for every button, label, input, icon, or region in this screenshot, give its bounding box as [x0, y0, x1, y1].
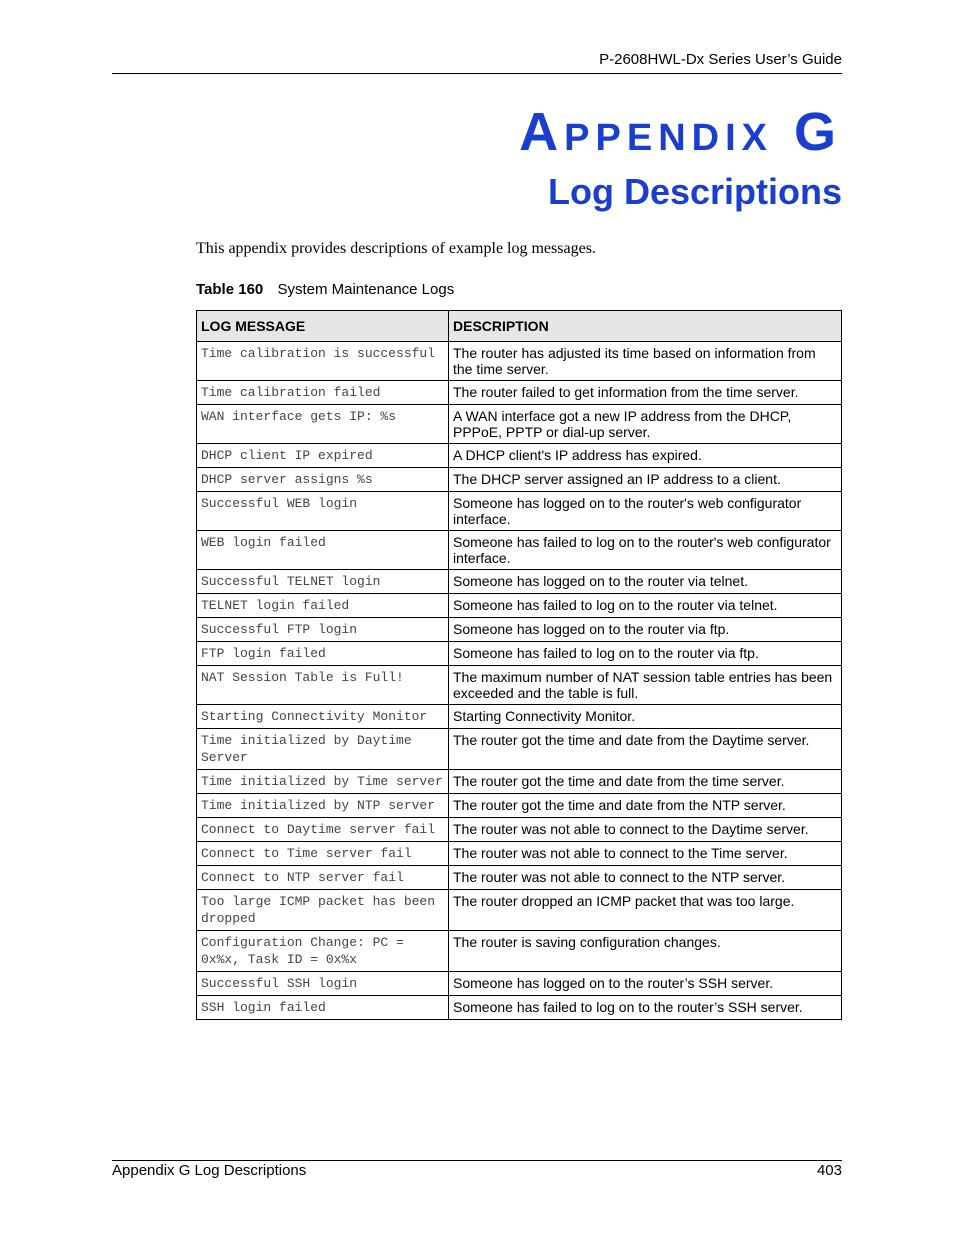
table-row: [197, 794, 842, 818]
table-row: [197, 405, 842, 444]
description-cell: Someone has failed to log on to the router's web configurator interface.: [449, 531, 842, 570]
description-cell: Someone has logged on to the router’s SSH server.: [449, 972, 842, 996]
table-row: [197, 890, 842, 931]
footer-title: Appendix G Log Descriptions: [112, 1162, 307, 1179]
log-table: [196, 310, 842, 1020]
log-message-cell: DHCP server assigns %s: [197, 468, 449, 492]
description-cell: The router was not able to connect to the Time server.: [449, 842, 842, 866]
description-cell: The router is saving configuration changes.: [449, 931, 842, 972]
description-cell: The router was not able to connect to the Daytime server.: [449, 818, 842, 842]
table-caption-title: System Maintenance Logs: [277, 281, 455, 298]
page-title: Log Descriptions: [547, 171, 842, 212]
log-message-cell: DHCP client IP expired: [197, 444, 449, 468]
description-cell: Someone has logged on to the router via ftp.: [449, 618, 842, 642]
intro-paragraph: This appendix provides descriptions of example log messages.: [196, 240, 596, 257]
log-message-cell: Time initialized by Daytime Server: [197, 729, 449, 770]
log-message-cell: Time calibration failed: [197, 381, 449, 405]
description-cell: The router dropped an ICMP packet that was too large.: [449, 890, 842, 931]
table-caption: [196, 281, 454, 298]
table-row: [197, 531, 842, 570]
log-message-cell: WAN interface gets IP: %s: [197, 405, 449, 444]
footer-rule: [112, 1160, 842, 1161]
log-message-cell: Time initialized by NTP server: [197, 794, 449, 818]
log-message-cell: Successful WEB login: [197, 492, 449, 531]
description-cell: The router failed to get information from the time server.: [449, 381, 842, 405]
log-message-cell: Connect to Time server fail: [197, 842, 449, 866]
table-row: [197, 842, 842, 866]
table-row: [197, 770, 842, 794]
table-caption-number: Table 160: [196, 281, 264, 298]
page-number: 403: [816, 1162, 842, 1179]
table-row: [197, 866, 842, 890]
description-cell: The maximum number of NAT session table entries has been exceeded and the table is full.: [449, 666, 842, 705]
log-message-cell: Configuration Change: PC = 0x%x, Task ID = 0x%x: [197, 931, 449, 972]
table-row: [197, 594, 842, 618]
appendix-label: Appendix G: [519, 102, 842, 162]
log-message-cell: Time initialized by Time server: [197, 770, 449, 794]
table-row: [197, 972, 842, 996]
header-rule: [112, 73, 842, 74]
description-cell: Someone has failed to log on to the router via ftp.: [449, 642, 842, 666]
table-row: [197, 729, 842, 770]
running-header: P-2608HWL-Dx Series User’s Guide: [599, 51, 842, 68]
log-message-cell: Time calibration is successful: [197, 342, 449, 381]
table-row: [197, 381, 842, 405]
log-message-cell: Starting Connectivity Monitor: [197, 705, 449, 729]
table-row: [197, 468, 842, 492]
column-header-description: DESCRIPTION: [449, 311, 842, 342]
log-message-cell: WEB login failed: [197, 531, 449, 570]
log-message-cell: Successful FTP login: [197, 618, 449, 642]
description-cell: The router got the time and date from the time server.: [449, 770, 842, 794]
table-row: [197, 666, 842, 705]
description-cell: Someone has failed to log on to the router via telnet.: [449, 594, 842, 618]
table-row: [197, 705, 842, 729]
log-message-cell: Successful SSH login: [197, 972, 449, 996]
description-cell: The DHCP server assigned an IP address to a client.: [449, 468, 842, 492]
column-header-log-message: LOG MESSAGE: [197, 311, 449, 342]
table-row: [197, 618, 842, 642]
description-cell: The router was not able to connect to the NTP server.: [449, 866, 842, 890]
description-cell: Someone has failed to log on to the router’s SSH server.: [449, 996, 842, 1020]
log-message-cell: Too large ICMP packet has been dropped: [197, 890, 449, 931]
description-cell: Someone has logged on to the router's web configurator interface.: [449, 492, 842, 531]
table-row: [197, 996, 842, 1020]
table-row: [197, 931, 842, 972]
table-row: [197, 642, 842, 666]
description-cell: The router got the time and date from the NTP server.: [449, 794, 842, 818]
log-message-cell: FTP login failed: [197, 642, 449, 666]
table-row: [197, 342, 842, 381]
log-message-cell: Connect to NTP server fail: [197, 866, 449, 890]
table-header-row: [197, 311, 842, 342]
log-message-cell: TELNET login failed: [197, 594, 449, 618]
log-message-cell: SSH login failed: [197, 996, 449, 1020]
description-cell: The router got the time and date from the Daytime server.: [449, 729, 842, 770]
description-cell: A WAN interface got a new IP address from the DHCP, PPPoE, PPTP or dial-up server.: [449, 405, 842, 444]
table-row: [197, 570, 842, 594]
description-cell: A DHCP client's IP address has expired.: [449, 444, 842, 468]
log-message-cell: NAT Session Table is Full!: [197, 666, 449, 705]
description-cell: Starting Connectivity Monitor.: [449, 705, 842, 729]
description-cell: The router has adjusted its time based on information from the time server.: [449, 342, 842, 381]
log-message-cell: Connect to Daytime server fail: [197, 818, 449, 842]
log-message-cell: Successful TELNET login: [197, 570, 449, 594]
table-row: [197, 492, 842, 531]
table-row: [197, 444, 842, 468]
table-row: [197, 818, 842, 842]
table-body: [197, 342, 842, 1020]
description-cell: Someone has logged on to the router via telnet.: [449, 570, 842, 594]
